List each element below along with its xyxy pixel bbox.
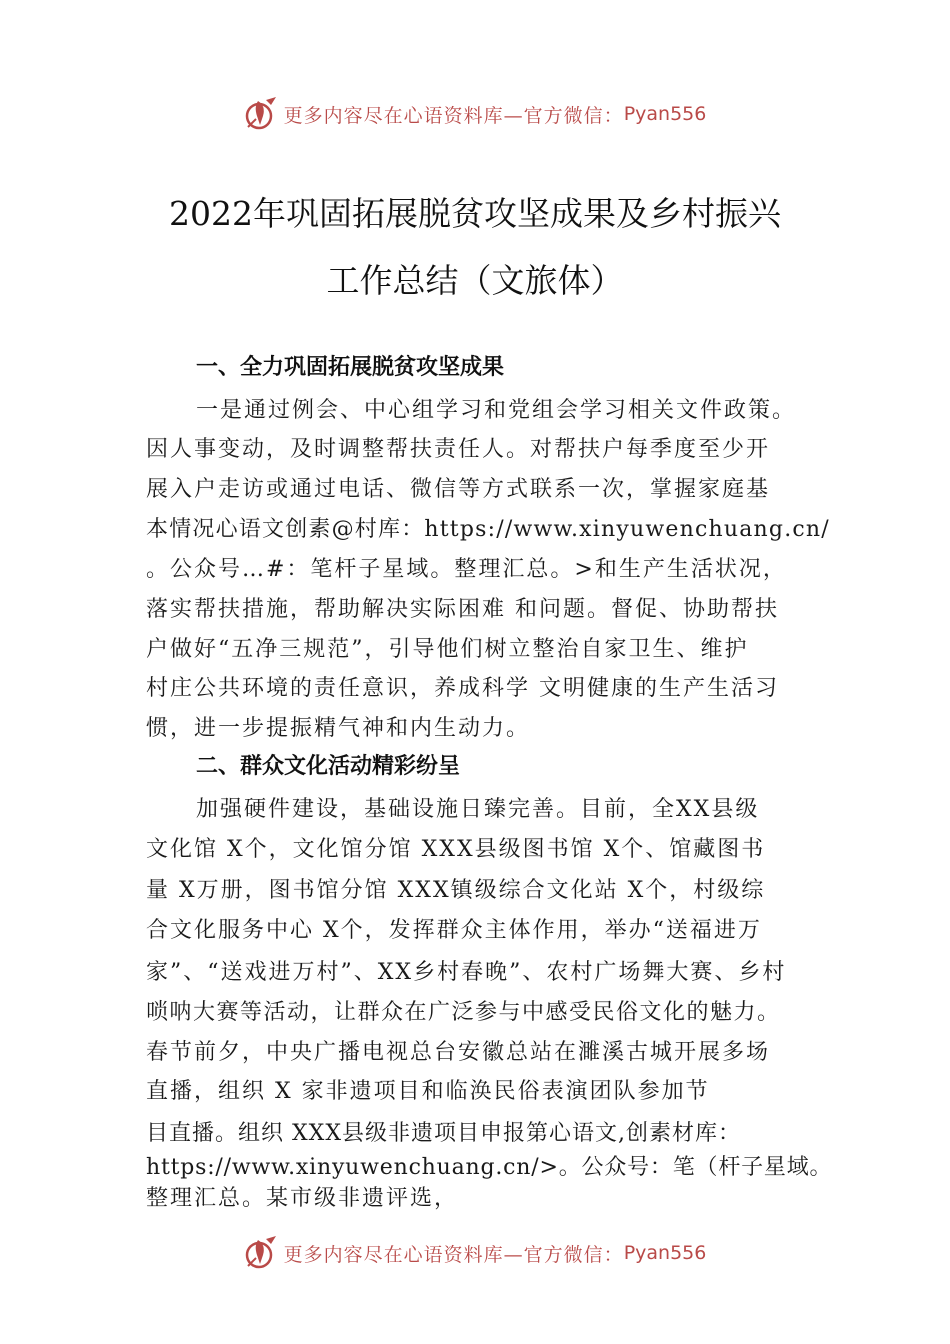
- paragraph-line: 量 X万册，图书馆分馆 XXX镇级综合文化站 X个，村级综: [146, 878, 766, 903]
- paragraph-line: 户做好“五净三规范”，引导他们树立整治自家卫生、维护: [146, 637, 749, 662]
- paragraph-line: 因人事变动，及时调整帮扶责任人。对帮扶户每季度至少开: [146, 437, 771, 462]
- banner-text: 更多内容尽在心语资料库—: [283, 104, 524, 127]
- paragraph-line: 春节前夕，中央广播电视总台安徽总站在濉溪古城开展多场: [146, 1040, 771, 1065]
- paragraph-line: https://www.xinyuwenchuang.cn/>。公众号：笔（杆子星域。: [146, 1155, 833, 1180]
- section-2-heading: 二、群众文化活动精彩纷呈: [196, 754, 461, 779]
- document-title-line-1: 2022年巩固拓展脱贫攻坚成果及乡村振兴: [169, 194, 781, 233]
- paragraph-line: 整理汇总。某市级非遗评选，: [146, 1186, 459, 1211]
- banner-text: 更多内容尽在心语资料库—: [283, 1243, 524, 1266]
- quill-logo-icon: [244, 1236, 278, 1270]
- paragraph-line: 。公众号…#：笔杆子星域。整理汇总。>和生产生活状况，: [146, 557, 787, 582]
- paragraph-line: 文化馆 X个，文化馆分馆 XXX县级图书馆 X个、馆藏图书: [146, 837, 766, 862]
- document-title-line-2: 工作总结（文旅体）: [326, 261, 624, 300]
- paragraph-line: 村庄公共环境的责任意识，养成科学 文明健康的生产生活习: [146, 676, 779, 701]
- paragraph-line: 直播，组织 X 家非遗项目和临涣民俗表演团队参加节: [146, 1079, 710, 1104]
- bottom-watermark-banner: [0, 1233, 950, 1273]
- paragraph-line: 一是通过例会、中心组学习和党组会学习相关文件政策。: [196, 398, 797, 423]
- paragraph-line: 落实帮扶措施，帮助解决实际困难 和问题。督促、协助帮扶: [146, 597, 779, 622]
- banner-wechat-label: 官方微信：: [523, 1243, 624, 1266]
- banner-wechat-label: 官方微信：: [523, 104, 624, 127]
- quill-logo-icon: [244, 97, 278, 131]
- banner-wechat-id: Pyan556: [623, 103, 707, 125]
- paragraph-line: 家”、“送戏进万村”、XX乡村春晚”、农村广场舞大赛、乡村: [146, 960, 787, 985]
- paragraph-line: 唢呐大赛等活动，让群众在广泛参与中感受民俗文化的魅力。: [146, 1000, 781, 1025]
- paragraph-line: 本情况心语文创素@村库：https://www.xinyuwenchuang.cn/: [146, 517, 830, 542]
- paragraph-line: 加强硬件建设，基础设施日臻完善。目前，全XX县级: [196, 797, 760, 822]
- paragraph-line: 展入户走访或通过电话、微信等方式联系一次，掌握家庭基: [146, 477, 771, 502]
- paragraph-line: 惯，进一步提振精气神和内生动力。: [146, 716, 531, 741]
- banner-wechat-id: Pyan556: [623, 1242, 707, 1264]
- section-1-heading: 一、全力巩固拓展脱贫攻坚成果: [196, 355, 505, 380]
- paragraph-line: 目直播。组织 XXX县级非遗项目申报第心语文,创素材库：: [146, 1121, 741, 1146]
- top-watermark-banner: [0, 94, 950, 134]
- paragraph-line: 合文化服务中心 X个，发挥群众主体作用，举办“送福进万: [146, 918, 762, 943]
